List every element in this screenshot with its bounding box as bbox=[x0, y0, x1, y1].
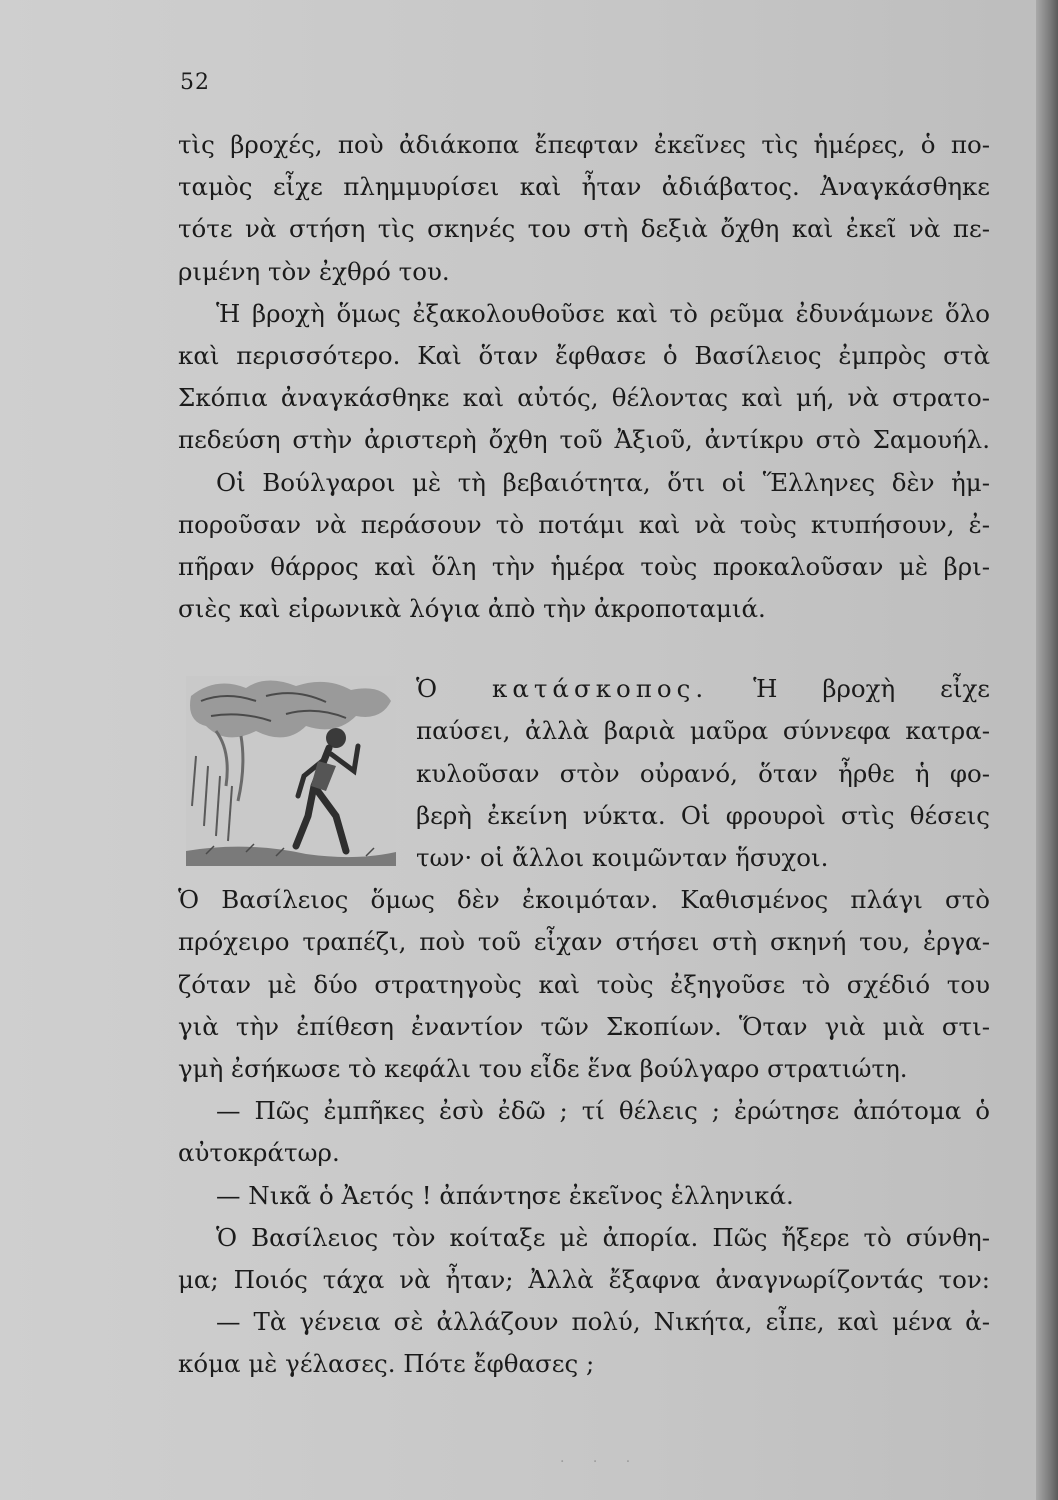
text-line: τὶς βροχές, ποὺ ἀδιάκοπα ἔπεφταν ἐκεῖνες τὶς ἡμέρες, ὁ πο- bbox=[178, 130, 990, 159]
text-line: πῆραν θάρρος καὶ ὅλη τὴν ἡμέρα τοὺς προκαλοῦσαν μὲ βρι- bbox=[178, 551, 990, 581]
text-line: Ὁ Βασίλειος ὅμως δὲν ἐκοιμόταν. Καθισμένος πλάγι στὸ bbox=[178, 885, 990, 915]
text-line: Ὁ Βασίλειος τὸν κοίταξε μὲ ἀπορία. Πῶς ἤξερε τὸ σύνθη- bbox=[216, 1222, 990, 1252]
dialogue-line: κόμα μὲ γέλασες. Πότε ἔφθασες ; bbox=[178, 1349, 595, 1379]
text-line: των· οἱ ἄλλοι κοιμῶνταν ἥσυχοι. bbox=[416, 843, 829, 872]
text-line: βερὴ ἐκείνη νύκτα. Οἱ φρουροὶ στὶς θέσεις bbox=[416, 800, 990, 830]
text-line: Ἡ βροχὴ εἶχε bbox=[753, 674, 990, 704]
text-line: μα; Ποιός τάχα νὰ ἦταν; Ἀλλὰ ἔξαφνα ἀναγνωρίζοντάς τον: bbox=[178, 1264, 990, 1294]
text-line: ζόταν μὲ δύο στρατηγοὺς καὶ τοὺς ἐξηγοῦσε τὸ σχέδιό του bbox=[178, 969, 990, 999]
text-line: καὶ περισσότερο. Καὶ ὅταν ἔφθασε ὁ Βασίλειος ἐμπρὸς στὰ bbox=[178, 340, 990, 370]
woodcut-illustration-icon bbox=[186, 676, 396, 866]
dialogue-line: — Τὰ γένεια σὲ ἀλλάζουν πολύ, Νικήτα, εἶπε, καὶ μένα ἀ- bbox=[216, 1307, 990, 1337]
section-heading: Ὁ κατάσκοπος. bbox=[416, 674, 709, 704]
text-line: γμὴ ἐσήκωσε τὸ κεφάλι του εἶδε ἕνα βούλγαρο στρατιώτη. bbox=[178, 1053, 908, 1083]
text-line: ταμὸς εἶχε πλημμυρίσει καὶ ἦταν ἀδιάβατος. Ἀναγκάσθηκε bbox=[178, 172, 990, 202]
page-number: 52 bbox=[180, 70, 210, 95]
text-line: Οἱ Βούλγαροι μὲ τὴ βεβαιότητα, ὅτι οἱ Ἕλληνες δὲν ἠμ- bbox=[216, 467, 990, 497]
text-line: Σκόπια ἀναγκάσθηκε καὶ αὐτός, θέλοντας καὶ μή, νὰ στρατο- bbox=[178, 383, 990, 413]
text-line: σιὲς καὶ εἰρωνικὰ λόγια ἀπὸ τὴν ἀκροποταμιά. bbox=[178, 594, 766, 624]
dialogue-line: — Νικᾶ ὁ Ἀετός ! ἀπάντησε ἐκεῖνος ἑλληνικά. bbox=[216, 1180, 794, 1210]
dialogue-line: — Πῶς ἐμπῆκες ἐσὺ ἐδῶ ; τί θέλεις ; ἐρώτησε ἀπότομα ὁ bbox=[216, 1096, 990, 1126]
text-line: γιὰ τὴν ἐπίθεση ἐναντίον τῶν Σκοπίων. Ὅταν γιὰ μιὰ στι- bbox=[178, 1011, 990, 1041]
text-line: ποροῦσαν νὰ περάσουν τὸ ποτάμι καὶ νὰ τοὺς κτυπήσουν, ἐ- bbox=[178, 509, 990, 539]
book-spine bbox=[1036, 0, 1058, 1500]
scan-speckles: · · · bbox=[560, 1454, 643, 1470]
dialogue-line: αὐτοκράτωρ. bbox=[178, 1138, 340, 1168]
text-line: παύσει, ἀλλὰ βαριὰ μαῦρα σύννεφα κατρα- bbox=[416, 716, 990, 746]
text-line: πρόχειρο τραπέζι, ποὺ τοῦ εἶχαν στήσει στὴ σκηνή του, ἐργα- bbox=[178, 927, 990, 957]
text-line: Ἡ βροχὴ ὅμως ἐξακολουθοῦσε καὶ τὸ ρεῦμα ἐδυνάμωνε ὅλο bbox=[216, 298, 990, 328]
text-line: πεδεύση στὴν ἀριστερὴ ὄχθη τοῦ Ἀξιοῦ, ἀντίκρυ στὸ Σαμουήλ. bbox=[178, 425, 990, 455]
body-text bbox=[178, 124, 990, 1385]
section-heading-line bbox=[416, 668, 990, 710]
text-line: ριμένη τὸν ἐχθρό του. bbox=[178, 256, 450, 286]
text-line: τότε νὰ στήση τὶς σκηνές του στὴ δεξιὰ ὄχθη καὶ ἐκεῖ νὰ πε- bbox=[178, 214, 990, 244]
text-line: κυλοῦσαν στὸν οὐρανό, ὅταν ἦρθε ἡ φο- bbox=[416, 758, 990, 788]
